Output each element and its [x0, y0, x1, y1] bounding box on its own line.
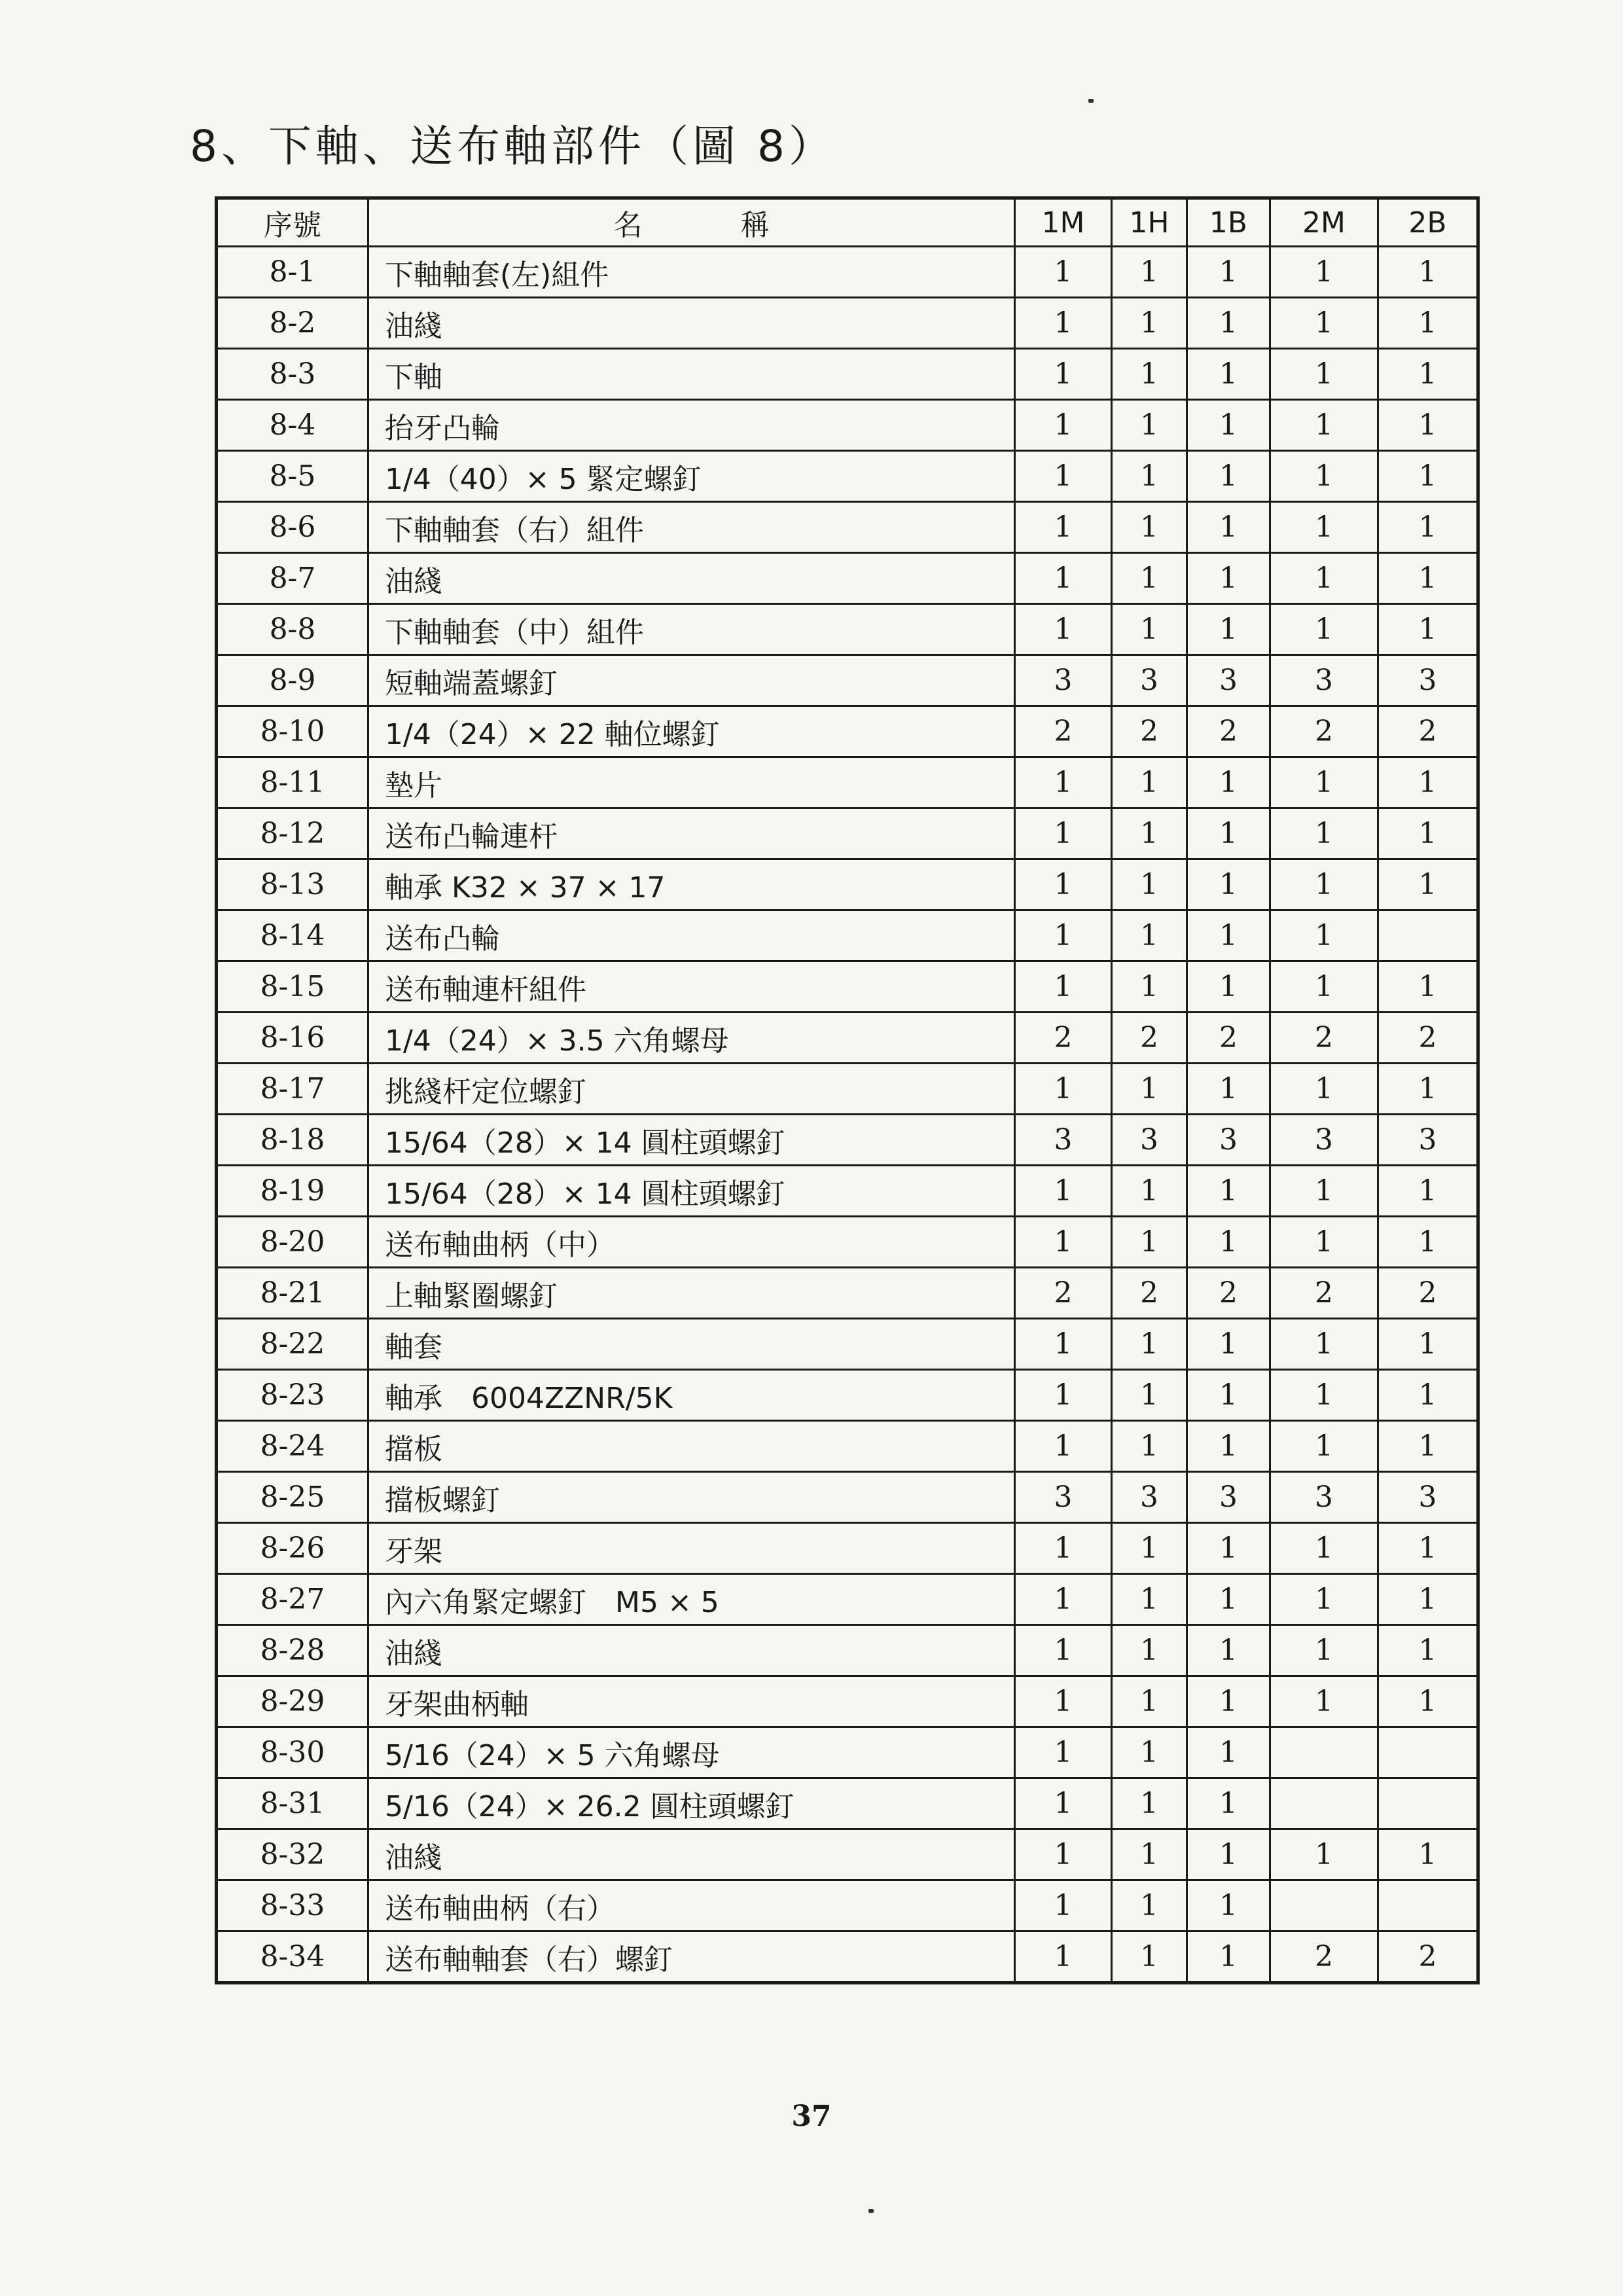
qty-2m-cell: 3 — [1270, 1472, 1378, 1523]
table-row — [217, 1115, 1478, 1166]
qty-2b-cell: 2 — [1378, 1931, 1478, 1983]
qty-1b-cell: 1 — [1187, 961, 1270, 1013]
part-name-cell: 內六角緊定螺釘 M5 × 5 — [368, 1574, 1015, 1625]
qty-1b-cell: 1 — [1187, 1421, 1270, 1472]
part-number-cell: 8-25 — [217, 1472, 368, 1523]
qty-1h-cell: 3 — [1112, 655, 1187, 706]
part-number-cell: 8-30 — [217, 1727, 368, 1778]
part-number-cell: 8-11 — [217, 757, 368, 808]
part-number-cell: 8-16 — [217, 1013, 368, 1064]
part-name-cell: 油綫 — [368, 1625, 1015, 1676]
parts-table — [215, 196, 1480, 1984]
qty-1b-cell: 1 — [1187, 1829, 1270, 1880]
qty-1b-cell: 1 — [1187, 1217, 1270, 1268]
qty-1b-cell: 1 — [1187, 1931, 1270, 1983]
part-number-cell: 8-24 — [217, 1421, 368, 1472]
part-name-cell: 送布軸連杆組件 — [368, 961, 1015, 1013]
qty-1b-cell: 2 — [1187, 1013, 1270, 1064]
qty-2b-cell — [1378, 1880, 1478, 1931]
table-row — [217, 451, 1478, 502]
qty-2m-cell: 1 — [1270, 553, 1378, 604]
part-name-cell: 墊片 — [368, 757, 1015, 808]
table-body — [217, 247, 1478, 1983]
part-number-cell: 8-34 — [217, 1931, 368, 1983]
table-row — [217, 1064, 1478, 1115]
qty-1h-cell: 1 — [1112, 1931, 1187, 1983]
qty-1b-cell: 1 — [1187, 1574, 1270, 1625]
qty-1b-cell: 1 — [1187, 1676, 1270, 1727]
qty-1m-cell: 1 — [1015, 859, 1112, 910]
qty-2m-cell: 1 — [1270, 1421, 1378, 1472]
qty-2m-cell: 1 — [1270, 1064, 1378, 1115]
qty-1m-cell: 1 — [1015, 247, 1112, 298]
qty-1b-cell: 3 — [1187, 655, 1270, 706]
qty-1h-cell: 1 — [1112, 808, 1187, 859]
table-row — [217, 298, 1478, 349]
part-number-cell: 8-27 — [217, 1574, 368, 1625]
qty-1h-cell: 1 — [1112, 859, 1187, 910]
qty-2m-cell — [1270, 1727, 1378, 1778]
qty-1b-cell: 1 — [1187, 859, 1270, 910]
part-number-cell: 8-15 — [217, 961, 368, 1013]
qty-2m-cell: 1 — [1270, 1676, 1378, 1727]
header-model-1h: 1H — [1112, 198, 1187, 247]
part-name-cell: 送布軸軸套（右）螺釘 — [368, 1931, 1015, 1983]
table-row — [217, 1319, 1478, 1370]
qty-1m-cell: 3 — [1015, 1472, 1112, 1523]
qty-1h-cell: 2 — [1112, 1268, 1187, 1319]
header-model-1m: 1M — [1015, 198, 1112, 247]
qty-1m-cell: 2 — [1015, 1268, 1112, 1319]
qty-1h-cell: 1 — [1112, 1829, 1187, 1880]
part-name-cell: 下軸軸套（右）組件 — [368, 502, 1015, 553]
qty-2b-cell: 3 — [1378, 655, 1478, 706]
part-name-cell: 1/4（24）× 3.5 六角螺母 — [368, 1013, 1015, 1064]
table-row — [217, 1574, 1478, 1625]
qty-1h-cell: 1 — [1112, 1625, 1187, 1676]
part-number-cell: 8-6 — [217, 502, 368, 553]
part-name-cell: 油綫 — [368, 1829, 1015, 1880]
table-row — [217, 1370, 1478, 1421]
qty-2m-cell: 1 — [1270, 298, 1378, 349]
qty-2b-cell: 1 — [1378, 859, 1478, 910]
qty-1m-cell: 1 — [1015, 1064, 1112, 1115]
qty-2m-cell: 1 — [1270, 757, 1378, 808]
table-row — [217, 1676, 1478, 1727]
table-row — [217, 1880, 1478, 1931]
qty-2b-cell: 1 — [1378, 1370, 1478, 1421]
part-number-cell: 8-8 — [217, 604, 368, 655]
qty-2m-cell: 1 — [1270, 1370, 1378, 1421]
qty-1b-cell: 1 — [1187, 298, 1270, 349]
part-name-cell: 送布凸輪連杆 — [368, 808, 1015, 859]
part-number-cell: 8-2 — [217, 298, 368, 349]
qty-1h-cell: 1 — [1112, 1319, 1187, 1370]
part-name-cell: 挑綫杆定位螺釘 — [368, 1064, 1015, 1115]
part-number-cell: 8-12 — [217, 808, 368, 859]
qty-1h-cell: 1 — [1112, 1880, 1187, 1931]
qty-2b-cell: 1 — [1378, 247, 1478, 298]
scan-speck — [868, 2209, 874, 2213]
qty-2m-cell: 2 — [1270, 1268, 1378, 1319]
table-row — [217, 1472, 1478, 1523]
qty-1m-cell: 1 — [1015, 1676, 1112, 1727]
qty-1m-cell: 1 — [1015, 349, 1112, 400]
header-model-2m: 2M — [1270, 198, 1378, 247]
part-name-cell: 1/4（24）× 22 軸位螺釘 — [368, 706, 1015, 757]
part-name-cell: 擋板 — [368, 1421, 1015, 1472]
qty-2b-cell: 1 — [1378, 961, 1478, 1013]
part-name-cell: 短軸端蓋螺釘 — [368, 655, 1015, 706]
qty-1m-cell: 3 — [1015, 655, 1112, 706]
part-number-cell: 8-5 — [217, 451, 368, 502]
qty-1m-cell: 1 — [1015, 1625, 1112, 1676]
qty-2m-cell: 1 — [1270, 1574, 1378, 1625]
qty-1m-cell: 2 — [1015, 1013, 1112, 1064]
qty-2b-cell: 1 — [1378, 553, 1478, 604]
qty-1b-cell: 1 — [1187, 502, 1270, 553]
qty-1b-cell: 1 — [1187, 1727, 1270, 1778]
header-name-label: 名稱 — [613, 209, 868, 242]
part-number-cell: 8-3 — [217, 349, 368, 400]
part-name-cell: 擋板螺釘 — [368, 1472, 1015, 1523]
qty-2b-cell: 1 — [1378, 604, 1478, 655]
qty-2b-cell: 1 — [1378, 1217, 1478, 1268]
qty-1m-cell: 1 — [1015, 1523, 1112, 1574]
qty-1m-cell: 1 — [1015, 808, 1112, 859]
part-number-cell: 8-31 — [217, 1778, 368, 1829]
qty-1m-cell: 1 — [1015, 1778, 1112, 1829]
qty-1b-cell: 1 — [1187, 553, 1270, 604]
table-row — [217, 1268, 1478, 1319]
qty-1h-cell: 1 — [1112, 553, 1187, 604]
qty-1m-cell: 2 — [1015, 706, 1112, 757]
qty-1h-cell: 2 — [1112, 1013, 1187, 1064]
qty-2b-cell: 2 — [1378, 706, 1478, 757]
page-number: 37 — [791, 2100, 832, 2133]
part-name-cell: 上軸緊圈螺釘 — [368, 1268, 1015, 1319]
qty-1h-cell: 1 — [1112, 349, 1187, 400]
qty-2b-cell: 1 — [1378, 1166, 1478, 1217]
qty-1m-cell: 1 — [1015, 298, 1112, 349]
table-row — [217, 1217, 1478, 1268]
qty-1h-cell: 1 — [1112, 1421, 1187, 1472]
part-number-cell: 8-20 — [217, 1217, 368, 1268]
part-name-cell: 抬牙凸輪 — [368, 400, 1015, 451]
qty-2m-cell — [1270, 1778, 1378, 1829]
qty-1m-cell: 1 — [1015, 961, 1112, 1013]
part-number-cell: 8-21 — [217, 1268, 368, 1319]
qty-2m-cell: 1 — [1270, 1523, 1378, 1574]
header-model-1b: 1B — [1187, 198, 1270, 247]
part-name-cell: 1/4（40）× 5 緊定螺釘 — [368, 451, 1015, 502]
table-row — [217, 961, 1478, 1013]
qty-1m-cell: 1 — [1015, 757, 1112, 808]
table-row — [217, 910, 1478, 961]
qty-2b-cell: 1 — [1378, 1574, 1478, 1625]
part-name-cell: 牙架曲柄軸 — [368, 1676, 1015, 1727]
qty-1m-cell: 1 — [1015, 502, 1112, 553]
qty-2m-cell: 1 — [1270, 1625, 1378, 1676]
qty-2m-cell: 1 — [1270, 859, 1378, 910]
qty-1h-cell: 1 — [1112, 1727, 1187, 1778]
part-number-cell: 8-19 — [217, 1166, 368, 1217]
qty-1h-cell: 1 — [1112, 1676, 1187, 1727]
qty-2m-cell: 1 — [1270, 1217, 1378, 1268]
qty-1m-cell: 1 — [1015, 451, 1112, 502]
qty-2b-cell: 2 — [1378, 1013, 1478, 1064]
qty-2m-cell: 1 — [1270, 349, 1378, 400]
part-number-cell: 8-33 — [217, 1880, 368, 1931]
qty-2m-cell: 1 — [1270, 1319, 1378, 1370]
qty-2m-cell: 1 — [1270, 808, 1378, 859]
header-name — [368, 198, 1015, 247]
qty-1h-cell: 1 — [1112, 1778, 1187, 1829]
qty-1b-cell: 1 — [1187, 1166, 1270, 1217]
qty-2m-cell: 1 — [1270, 910, 1378, 961]
qty-2b-cell: 1 — [1378, 1523, 1478, 1574]
qty-1h-cell: 3 — [1112, 1472, 1187, 1523]
table-row — [217, 655, 1478, 706]
qty-2b-cell: 1 — [1378, 1064, 1478, 1115]
part-number-cell: 8-17 — [217, 1064, 368, 1115]
qty-2m-cell: 1 — [1270, 1166, 1378, 1217]
part-number-cell: 8-7 — [217, 553, 368, 604]
qty-2m-cell: 3 — [1270, 655, 1378, 706]
qty-1b-cell: 1 — [1187, 1523, 1270, 1574]
table-row — [217, 349, 1478, 400]
qty-1h-cell: 1 — [1112, 400, 1187, 451]
qty-1m-cell: 1 — [1015, 1319, 1112, 1370]
qty-1b-cell: 1 — [1187, 604, 1270, 655]
part-name-cell: 送布軸曲柄（右） — [368, 1880, 1015, 1931]
part-number-cell: 8-4 — [217, 400, 368, 451]
qty-1b-cell: 1 — [1187, 757, 1270, 808]
qty-2m-cell: 1 — [1270, 400, 1378, 451]
qty-2b-cell: 1 — [1378, 400, 1478, 451]
qty-1m-cell: 1 — [1015, 1880, 1112, 1931]
qty-1m-cell: 1 — [1015, 1727, 1112, 1778]
table-row — [217, 1166, 1478, 1217]
qty-1b-cell: 1 — [1187, 349, 1270, 400]
table-row — [217, 400, 1478, 451]
part-name-cell: 15/64（28）× 14 圓柱頭螺釘 — [368, 1115, 1015, 1166]
part-name-cell: 15/64（28）× 14 圓柱頭螺釘 — [368, 1166, 1015, 1217]
table-row — [217, 1829, 1478, 1880]
qty-2b-cell — [1378, 1778, 1478, 1829]
part-number-cell: 8-1 — [217, 247, 368, 298]
qty-1b-cell: 1 — [1187, 1625, 1270, 1676]
table-row — [217, 1931, 1478, 1983]
part-name-cell: 牙架 — [368, 1523, 1015, 1574]
qty-1b-cell: 1 — [1187, 910, 1270, 961]
qty-2b-cell: 2 — [1378, 1268, 1478, 1319]
table-row — [217, 247, 1478, 298]
table-row — [217, 859, 1478, 910]
qty-1b-cell: 3 — [1187, 1115, 1270, 1166]
qty-2b-cell: 3 — [1378, 1472, 1478, 1523]
qty-1m-cell: 1 — [1015, 1574, 1112, 1625]
qty-2m-cell: 1 — [1270, 604, 1378, 655]
qty-1m-cell: 1 — [1015, 553, 1112, 604]
qty-1m-cell: 1 — [1015, 1931, 1112, 1983]
qty-1h-cell: 3 — [1112, 1115, 1187, 1166]
table-row — [217, 553, 1478, 604]
qty-2b-cell: 1 — [1378, 1319, 1478, 1370]
part-number-cell: 8-22 — [217, 1319, 368, 1370]
qty-1h-cell: 1 — [1112, 1166, 1187, 1217]
table-row — [217, 1778, 1478, 1829]
qty-1b-cell: 3 — [1187, 1472, 1270, 1523]
qty-2b-cell: 1 — [1378, 1421, 1478, 1472]
qty-2b-cell: 1 — [1378, 808, 1478, 859]
qty-2m-cell: 3 — [1270, 1115, 1378, 1166]
qty-1b-cell: 1 — [1187, 1370, 1270, 1421]
part-name-cell: 送布凸輪 — [368, 910, 1015, 961]
qty-1m-cell: 1 — [1015, 1829, 1112, 1880]
qty-2b-cell: 1 — [1378, 502, 1478, 553]
qty-1h-cell: 1 — [1112, 1064, 1187, 1115]
qty-2b-cell: 1 — [1378, 349, 1478, 400]
qty-1b-cell: 2 — [1187, 706, 1270, 757]
qty-1m-cell: 1 — [1015, 1421, 1112, 1472]
table-row — [217, 808, 1478, 859]
qty-1b-cell: 1 — [1187, 247, 1270, 298]
part-name-cell: 軸承 6004ZZNR/5K — [368, 1370, 1015, 1421]
qty-1m-cell: 1 — [1015, 1370, 1112, 1421]
part-number-cell: 8-14 — [217, 910, 368, 961]
qty-1h-cell: 1 — [1112, 451, 1187, 502]
qty-2m-cell: 2 — [1270, 706, 1378, 757]
qty-2m-cell: 2 — [1270, 1013, 1378, 1064]
part-number-cell: 8-13 — [217, 859, 368, 910]
part-number-cell: 8-9 — [217, 655, 368, 706]
qty-1h-cell: 1 — [1112, 604, 1187, 655]
qty-2m-cell: 1 — [1270, 1829, 1378, 1880]
part-number-cell: 8-32 — [217, 1829, 368, 1880]
qty-1m-cell: 1 — [1015, 400, 1112, 451]
part-number-cell: 8-10 — [217, 706, 368, 757]
qty-2m-cell — [1270, 1880, 1378, 1931]
qty-1b-cell: 1 — [1187, 1778, 1270, 1829]
table-row — [217, 1013, 1478, 1064]
part-name-cell: 油綫 — [368, 298, 1015, 349]
qty-1h-cell: 1 — [1112, 502, 1187, 553]
qty-1m-cell: 1 — [1015, 1166, 1112, 1217]
qty-1m-cell: 1 — [1015, 1217, 1112, 1268]
qty-2m-cell: 1 — [1270, 451, 1378, 502]
qty-2m-cell: 1 — [1270, 247, 1378, 298]
qty-1m-cell: 3 — [1015, 1115, 1112, 1166]
qty-1m-cell: 1 — [1015, 604, 1112, 655]
part-name-cell: 下軸軸套（中）組件 — [368, 604, 1015, 655]
part-number-cell: 8-29 — [217, 1676, 368, 1727]
qty-1h-cell: 1 — [1112, 298, 1187, 349]
part-name-cell: 下軸 — [368, 349, 1015, 400]
qty-2b-cell — [1378, 910, 1478, 961]
scan-speck — [1088, 99, 1094, 103]
header-serial-no: 序號 — [217, 198, 368, 247]
part-name-cell: 5/16（24）× 5 六角螺母 — [368, 1727, 1015, 1778]
part-number-cell: 8-26 — [217, 1523, 368, 1574]
table-header-row — [217, 198, 1478, 247]
qty-2b-cell: 1 — [1378, 298, 1478, 349]
part-number-cell: 8-23 — [217, 1370, 368, 1421]
qty-2m-cell: 1 — [1270, 961, 1378, 1013]
qty-1b-cell: 1 — [1187, 1319, 1270, 1370]
qty-2b-cell: 3 — [1378, 1115, 1478, 1166]
part-name-cell: 軸承 K32 × 37 × 17 — [368, 859, 1015, 910]
page-title: 8、下軸、送布軸部件（圖 8） — [190, 121, 836, 171]
table-row — [217, 502, 1478, 553]
qty-2b-cell: 1 — [1378, 451, 1478, 502]
qty-2m-cell: 1 — [1270, 502, 1378, 553]
qty-1h-cell: 1 — [1112, 910, 1187, 961]
qty-1b-cell: 1 — [1187, 451, 1270, 502]
table-row — [217, 1523, 1478, 1574]
qty-2b-cell: 1 — [1378, 1676, 1478, 1727]
qty-1b-cell: 1 — [1187, 1880, 1270, 1931]
part-number-cell: 8-28 — [217, 1625, 368, 1676]
part-name-cell: 下軸軸套(左)組件 — [368, 247, 1015, 298]
table-row — [217, 1727, 1478, 1778]
part-name-cell: 軸套 — [368, 1319, 1015, 1370]
header-model-2b: 2B — [1378, 198, 1478, 247]
qty-1b-cell: 2 — [1187, 1268, 1270, 1319]
part-name-cell: 送布軸曲柄（中） — [368, 1217, 1015, 1268]
qty-2b-cell — [1378, 1727, 1478, 1778]
qty-1h-cell: 1 — [1112, 1574, 1187, 1625]
qty-1h-cell: 1 — [1112, 757, 1187, 808]
table-row — [217, 604, 1478, 655]
qty-2b-cell: 1 — [1378, 757, 1478, 808]
qty-1b-cell: 1 — [1187, 1064, 1270, 1115]
qty-1b-cell: 1 — [1187, 808, 1270, 859]
qty-2b-cell: 1 — [1378, 1829, 1478, 1880]
qty-2b-cell: 1 — [1378, 1625, 1478, 1676]
table-row — [217, 1625, 1478, 1676]
qty-1m-cell: 1 — [1015, 910, 1112, 961]
qty-1h-cell: 1 — [1112, 1217, 1187, 1268]
part-name-cell: 5/16（24）× 26.2 圓柱頭螺釘 — [368, 1778, 1015, 1829]
qty-1h-cell: 1 — [1112, 247, 1187, 298]
qty-1h-cell: 1 — [1112, 1523, 1187, 1574]
qty-1b-cell: 1 — [1187, 400, 1270, 451]
qty-1h-cell: 2 — [1112, 706, 1187, 757]
table-row — [217, 1421, 1478, 1472]
table-row — [217, 706, 1478, 757]
table-row — [217, 757, 1478, 808]
part-number-cell: 8-18 — [217, 1115, 368, 1166]
part-name-cell: 油綫 — [368, 553, 1015, 604]
qty-2m-cell: 2 — [1270, 1931, 1378, 1983]
qty-1h-cell: 1 — [1112, 961, 1187, 1013]
qty-1h-cell: 1 — [1112, 1370, 1187, 1421]
